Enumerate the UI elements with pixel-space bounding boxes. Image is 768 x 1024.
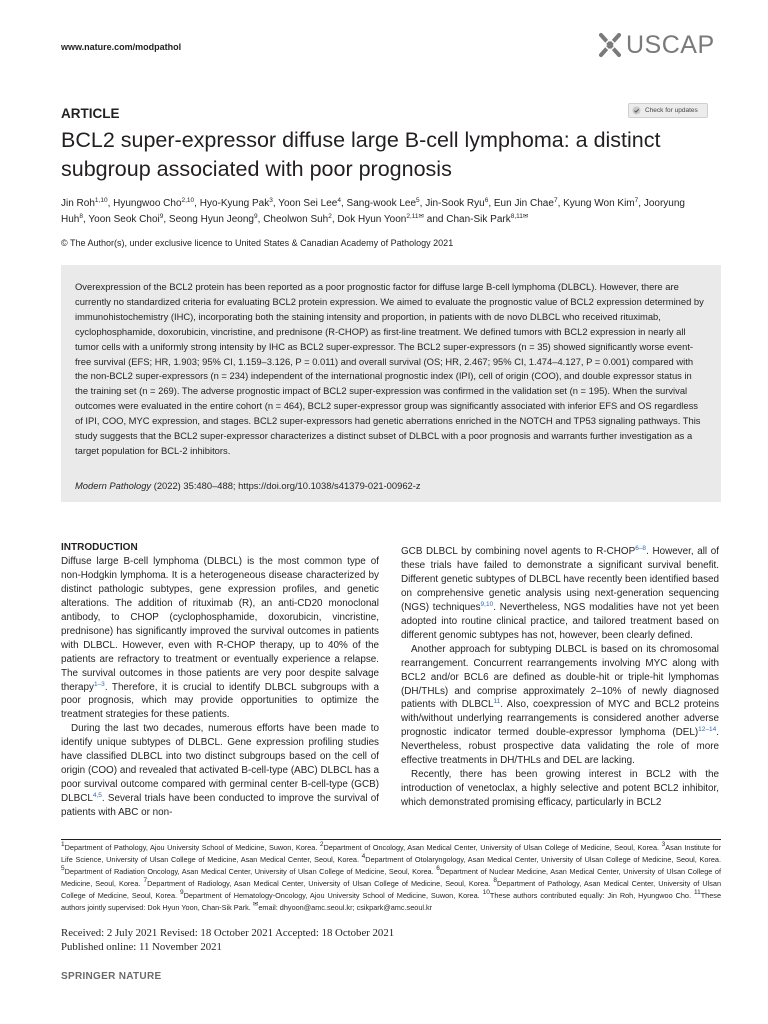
affiliation-text: Department of Otolaryngology, Asan Medical Center, University of Ulsan College of Medicine, Seoul, Korea. [365,855,721,865]
author-affiliation-marker: 7 [634,197,639,204]
body-column-left [61,541,379,820]
author-affiliation-marker: 2,11✉ [406,213,424,220]
logo-text: USCAP [626,30,715,59]
author-affiliation-marker: 9 [254,213,258,220]
intro-paragraph-2: During the last two decades, numerous efforts have been made to identify unique subtypes of DLBCL. Gene expression profiling studies have classified DLBCL into two distinct subgroups based on the cell of origin (COO) and revealed that activated B-cell-type (ABC) DLBCL has a poor survival outcome compared with germinal center B-cell-type (GCB) DLBCL$^{4,5}$. Several trials have been conducted to improve the survival of patients with ABC or non- [61,723,379,819]
reference-link[interactable]: 4,5 [92,792,102,800]
affiliation-text: Department of Oncology, Asan Medical Center, University of Ulsan College of Medicine, Seoul, Korea. [323,843,662,852]
author-affiliation-marker: 2,10 [181,197,195,204]
author-name[interactable]: Jin Roh [61,198,95,209]
author-affiliation-marker: 4 [337,197,341,204]
uscap-emblem-icon [596,31,624,59]
footnote-divider [61,839,721,840]
author-list: Jin Roh$^{1,10}$, Hyungwoo Cho$^{2,10}$, Hyo-Kyung Pak$^3$, Yoon Sei Lee$^4$, Sang-wook Lee$^5$, Jin-Sook Ryu$^6$, Eun Jin Chae$^7$, Kyung Won Kim$^7$, Jooryung Huh$^8$, Yoon Seok Choi$^9$, Seong Hyun Jeong$^9$, Cheolwon Suh$^2$, Dok Hyun Yoon$^{2,11✉}$ and Chan-Sik Park$^{8,11✉}$ [61,197,685,225]
affiliations-footnote [61,842,721,915]
intro-paragraph-5: Recently, there has been growing interest in BCL2 with the introduction of venetoclax, a highly selective and potent BCL2 inhibitor, which demonstrated promising efficacy, particularly in BCL2 [401,769,719,809]
affiliation-text: These authors contributed equally: Jin Roh, Hyungwoo Cho. [489,891,694,901]
author-affiliation-marker: 2 [328,213,332,220]
author-name[interactable]: Kyung Won Kim [563,198,635,209]
uscap-logo [596,30,715,60]
affiliation-marker: 7 [143,877,148,885]
author-name[interactable]: Dok Hyun Yoon [337,214,407,225]
reference-link[interactable]: 12–14 [698,726,717,734]
author-affiliation-marker: 8 [79,213,83,220]
publisher-logo: SPRINGER NATURE [61,971,162,982]
copyright-notice: © The Author(s), under exclusive licence to United States & Canadian Academy of Pathology 2021 [61,238,454,248]
affiliation-marker: 9 [179,889,184,897]
author-name[interactable]: Yoon Sei Lee [278,198,338,209]
citation-line [75,480,421,491]
affiliation-text: Asan Institute for Life Science, University of Ulsan College of Medicine, Asan Medical Center, Seoul, Korea. [61,843,721,865]
affiliation-marker: 10 [482,889,490,897]
affiliation-text: Department of Hematology-Oncology, Ajou University School of Medicine, Suwon, Korea. [183,891,483,901]
affiliation-text: These authors jointly supervised: Dok Hyun Yoon, Chan-Sik Park. [61,891,721,913]
citation-journal: Modern Pathology [75,480,152,491]
intro-paragraph-1: Diffuse large B-cell lymphoma (DLBCL) is the most common type of non-Hodgkin lymphoma. It is a heterogeneous disease characterized by distinct pathologic subtypes, gene expression profiles, and genetic alterations. The addition of rituximab (R), an anti-CD20 monoclonal antibody, to CHOP (cyclophosphamide, doxorubicin, vincristine, prednisone) has significantly improved the survival outcomes in patients with DLBCL. However, even with R-CHOP therapy, up to 40% of the patients are refractory to treatment or eventually experience a relapse. The survival outcomes in those patients are very poor despite salvage therapy$^{1-3}$. Therefore, it is crucial to identify DLBCL subgroups with a poor prognosis, which may provide opportunities to optimize the treatment strategies for these patients. [61,555,379,721]
affiliation-marker: 4 [361,853,366,861]
affiliation-marker: 8 [493,877,498,885]
author-name[interactable]: Eun Jin Chae [493,198,554,209]
received-dates: Received: 2 July 2021 Revised: 18 October 2021 Accepted: 18 October 2021 [61,927,395,939]
author-name[interactable]: Hyo-Kyung Pak [199,198,270,209]
affiliation-marker: 11 [693,889,701,897]
affiliation-marker: 5 [61,865,65,873]
author-affiliation-marker: 3 [269,197,273,204]
crossmark-icon [632,106,641,115]
body-column-right [401,545,719,810]
affiliation-text: Department of Pathology, Ajou University School of Medicine, Suwon, Korea. [64,843,320,852]
affiliation-marker: 2 [319,841,324,848]
reference-link[interactable]: 9,10 [480,600,494,608]
affiliation-text: Department of Radiation Oncology, Asan Medical Center, University of Ulsan College of Medicine, Seoul, Korea. [64,867,437,877]
affiliation-text: Department of Pathology, Asan Medical Center, University of Ulsan College of Medicine, Seoul, Korea. [61,879,722,901]
check-for-updates-button[interactable] [628,103,708,118]
citation-details[interactable]: (2022) 35:480–488; https://doi.org/10.1038/s41379-021-00962-z [151,480,421,491]
reference-link[interactable]: 11 [493,698,501,706]
intro-paragraph-3: GCB DLBCL by combining novel agents to R-CHOP$^{6-8}$. However, all of these trials have failed to demonstrate a significant survival benefit. Different genetic subtypes of DLBCL have recently been identified based on comprehensive genetic analysis using next-generation sequencing (NGS) techniques$^{9,10}$. Nevertheless, NGS modalities have not yet been adopted into routine clinical practice, and tailored treatment based on different genomic subtypes has not, however, been clearly defined. [401,545,720,641]
author-name[interactable]: Seong Hyun Jeong [168,214,254,225]
affiliation-marker: 3 [661,841,666,848]
reference-link[interactable]: 1–3 [93,680,105,688]
journal-url[interactable]: www.nature.com/modpathol [61,42,182,52]
section-heading-introduction: INTRODUCTION [61,542,138,553]
author-name[interactable]: Chan-Sik Park [446,214,511,225]
published-date: Published online: 11 November 2021 [61,941,222,953]
article-type-label: ARTICLE [61,106,120,121]
affiliation-marker: ✉ [252,901,259,909]
publication-dates [61,926,394,954]
author-name[interactable]: Jooryung Huh [61,198,685,225]
author-name[interactable]: Yoon Seok Choi [88,214,160,225]
author-name[interactable]: Cheolwon Suh [263,214,329,225]
author-name[interactable]: Jin-Sook Ryu [425,198,485,209]
reference-link[interactable]: 6–8 [635,545,647,552]
affiliation-text: Department of Radiology, Asan Medical Center, University of Ulsan College of Medicine, Seoul, Korea. [147,879,494,889]
author-affiliation-marker: 1,10 [94,197,108,204]
author-affiliation-marker: 7 [553,197,558,204]
author-affiliation-marker: 5 [416,197,420,204]
author-affiliation-marker: 8,11✉ [510,213,529,220]
affiliation-marker: 6 [436,865,440,873]
abstract-box [61,265,721,502]
affiliation-text: Department of Nuclear Medicine, Asan Medical Center, University of Ulsan College of Medicine, Seoul, Korea. [61,867,721,889]
author-name[interactable]: Hyungwoo Cho [113,198,182,209]
affiliation-marker: 1 [61,841,65,848]
abstract-text: Overexpression of the BCL2 protein has been reported as a poor prognostic factor for diffuse large B-cell lymphoma (DLBCL). However, there are currently no standardized criteria for evaluating BCL2 protein expression. We aimed to evaluate the prognostic value of BCL2 expression determined by immunohistochemistry (IHC), incorporating both the staining intensity and proportion, in patients with de novo DLBCL who received rituximab, cyclophosphamide, doxorubicin, vincristine, and prednisone (R-CHOP) as first-line treatment. We defined tumors with BCL2 expression in nearly all tumor cells with a uniformly strong intensity by IHC as BCL2 super-expressor. The BCL2 super-expressors (n = 35) showed significantly worse event-free survival (EFS; HR, 1.903; 95% CI, 1.159–3.126, P = 0.011) and overall survival (OS; HR, 2.467; 95% CI, 1.474–4.127, P = 0.001) compared with the non-BCL2 super-expressors (n = 234) independent of the international prognostic index (IPI), cell of origin (COO), and double expressor status in the training set (n = 269). The adverse prognostic impact of BCL2 super-expression was confirmed in the validation set (n = 195). When the survival outcomes were evaluated in the entire cohort (n = 464), BCL2 super-expressor group was significantly associated with inferior EFS and OS regardless of IPI, COO, MYC expression, and stages. BCL2 super-expressors had genetic aberrations enriched in the NOTCH and TP53 signaling pathways. This study suggests that the BCL2 super-expressor characterizes a distinct subset of DLBCL with a poor prognosis and warrants further investigation as a target population for BCL-2 inhibitors. [75,281,704,456]
affiliation-text: email: dhyoon@amc.seoul.kr; csikpark@amc.seoul.kr [258,903,433,913]
article-title: BCL2 super-expressor diffuse large B-cell lymphoma: a distinct subgroup associated with poor prognosis [61,128,661,181]
author-affiliation-marker: 9 [159,213,164,220]
check-for-updates-label: Check for updates [645,107,698,114]
author-affiliation-marker: 6 [484,197,489,204]
intro-paragraph-4: Another approach for subtyping DLBCL is based on its chromosomal rearrangement. Concurrent rearrangements involving MYC along with BCL2 and/or BCL6 are defined as double-hit or triple-hit lymphomas (DH/THLs) and comprise approximately 2–10% of newly diagnosed patients with DLBCL$^{11}$. Also, coexpression of MYC and BCL2 proteins with/without underlying rearrangements is considered another adverse prognostic indicator termed double-expressor lymphoma (DEL)$^{12-14}$. Nevertheless, robust prospective data validating the role of more effective treatments in DH/THLs and DEL are lacking. [401,643,720,767]
author-name[interactable]: Sang-wook Lee [346,198,417,209]
